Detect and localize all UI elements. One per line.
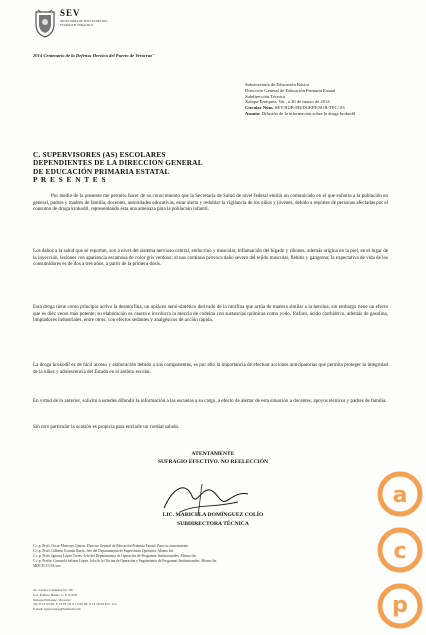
- signer-role: SUBDIRECTORA TÉCNICA: [177, 521, 249, 527]
- stamp-letter-a: a: [392, 483, 408, 508]
- agency-short-name: SEV: [60, 8, 81, 18]
- footer-line-street: Av. Lázaro Cárdenas No. 66: [33, 588, 73, 592]
- asunto-value: Difusión de la información sobre la droga krokodil: [261, 110, 356, 116]
- addressee-line-1: C. SUPERVISORES (AS) ESCOLARES: [33, 150, 166, 159]
- veracruz-coat-of-arms-logo: [34, 8, 56, 38]
- body-paragraph-5: En virtud de lo anterior, solicito a ustedes difundir la información a las escuelas a su cargo, a efecto de alertar de esta situación a docentes, apoyos técnicos y padres de familia.: [33, 398, 387, 404]
- body-paragraph-2: Los daños a la salud que se reportan, son a nivel del sistema nervioso central, endocrino y muscular, inflamación del hígado y riñones, además origina en la piel, en el lugar de la inyección, lesiones con apariencia escamosa de color gris verdoso; el uso continuo provoca daño severo del tejido muscular, flebitis y gangrena; la expectativa de vida de los consumidores es de dos a tres años, a partir de la primera dosis.: [33, 248, 388, 268]
- ccp-line: C.c.p. Profr. Ignacio López Torres. Jefe del Departamento de Operación de Programas Institucionales. Mismo fin.: [33, 554, 197, 558]
- info-line-direccion: Dirección General de Educación Primaria Estatal: [245, 87, 336, 93]
- ccp-line: C.c.p. Profr. Gilberto Estrada Ibarra. Jefe del Departamento de Supervisión Operativa. Mismo fin.: [33, 549, 174, 553]
- footer-line-email: E-mail: ignaciodep@hotmail.com: [33, 607, 81, 612]
- stamp-letter-p: p: [392, 593, 408, 618]
- asunto-label: Asunto:: [245, 110, 261, 116]
- acp-stamp-logo: [376, 468, 424, 633]
- document-info-block: [245, 82, 420, 117]
- info-line-date: Xalapa-Enríquez, Ver., a 20 de marzo de 2014: [245, 99, 330, 105]
- circular-value: SEV/SUB-EB/DGEPE/SUB-TEC/ 03: [274, 105, 345, 111]
- footer-address: [33, 588, 143, 612]
- body-paragraph-6: Sin otro particular la ocasión es propicia para enviarle un cordial saludo.: [33, 424, 180, 430]
- info-line-subdireccion: Subdirección Técnica: [245, 93, 285, 99]
- ccp-list: [33, 544, 333, 569]
- body-paragraph-3: Esta droga tiene como principio activo la desmorfina, un opiáceo semi-sintético derivado de la morfina que actúa de manera similar a la heroína, sin embargo tiene un efecto que es diez veces más potente; su elaboración es casera e involucra la mezcla de codeína con sustancias químicas como yodo, fósforo, ácido clorhídrico, además de gasolina, limpiadores industriales, entre otros, con efectos sedantes y analgésicos de acción rápida.: [33, 304, 388, 324]
- closing-lema: SUFRAGIO EFECTIVO. NO REELECCIÓN: [157, 459, 269, 465]
- addressee-line-2: DEPENDIENTES DE LA DIRECCION GENERAL: [33, 158, 203, 168]
- stamp-letter-c: c: [393, 539, 407, 564]
- body-paragraph-1: Por medio de la presente me permito hacer de su conocimiento que la Secretaría de Salud de nivel federal emitió un comunicado en el que exhorta a la población en general, padres y madres de familia, docentes, autoridades educativas, estar alerta y redoblar la vigilancia de los niños y jóvenes, debido a reportes de personas afectadas por el consumo de droga krokodil, representando ésta una amenaza para la población infantil.: [33, 193, 388, 213]
- addressee-presentes: P R E S E N T E S: [33, 174, 107, 184]
- body-paragraph-4: La droga krokodil es de fácil acceso y elaboración debido a sus componentes, es por ello la importancia de efectuar acciones anticipatorias que permita proteger la integridad de la niñez y adolescencia del Estado en el ámbito escolar.: [33, 362, 388, 375]
- signer-name: LIC. MARICELA DOMÍNGUEZ COLÍO: [162, 512, 264, 518]
- ccp-line: C.c.p. Profra. Consuelo Salazar López. Jefa de la Oficina de Operación y Seguimiento de Programas Institucionales. Mismo fin.: [33, 559, 218, 563]
- info-line-subsecretaria: Subsecretaría de Educación Básica: [245, 82, 310, 87]
- addressee-line-3: DE EDUCACIÓN PRIMARIA ESTATAL: [33, 166, 170, 176]
- agency-full-name: SECRETARÍA DE EDUCACIÓN DEL ESTADO DE VERACRUZ: [60, 19, 108, 27]
- asunto: [245, 111, 420, 117]
- ccp-line: C.c.p. Profr. Oscar Moncayo Quiroz. Director General de Educación Primaria Estatal. Para su conocimiento.: [33, 544, 190, 548]
- ccp-initials: MDC/ILT/CSL/sev: [33, 564, 61, 568]
- footer-line-city: Xalapa-Enríquez, Veracruz: [33, 597, 71, 602]
- footer-line-phone: Tel. 8 13 93 99, 8 13 93 18, 8 13 95 06, 8 13 76 20 Ext. 114: [33, 602, 117, 607]
- addressee-block: [33, 151, 203, 184]
- circular-label: Circular Núm.: [245, 105, 274, 111]
- centennial-motto: 2014 Centenario de la Defensa Heroica del Puerto de Veracruz": [33, 53, 155, 58]
- closing-atentamente: ATENTAMENTE: [191, 451, 235, 457]
- footer-line-colonia: Col. Emboe Buóllo C. P. 91100: [33, 592, 78, 597]
